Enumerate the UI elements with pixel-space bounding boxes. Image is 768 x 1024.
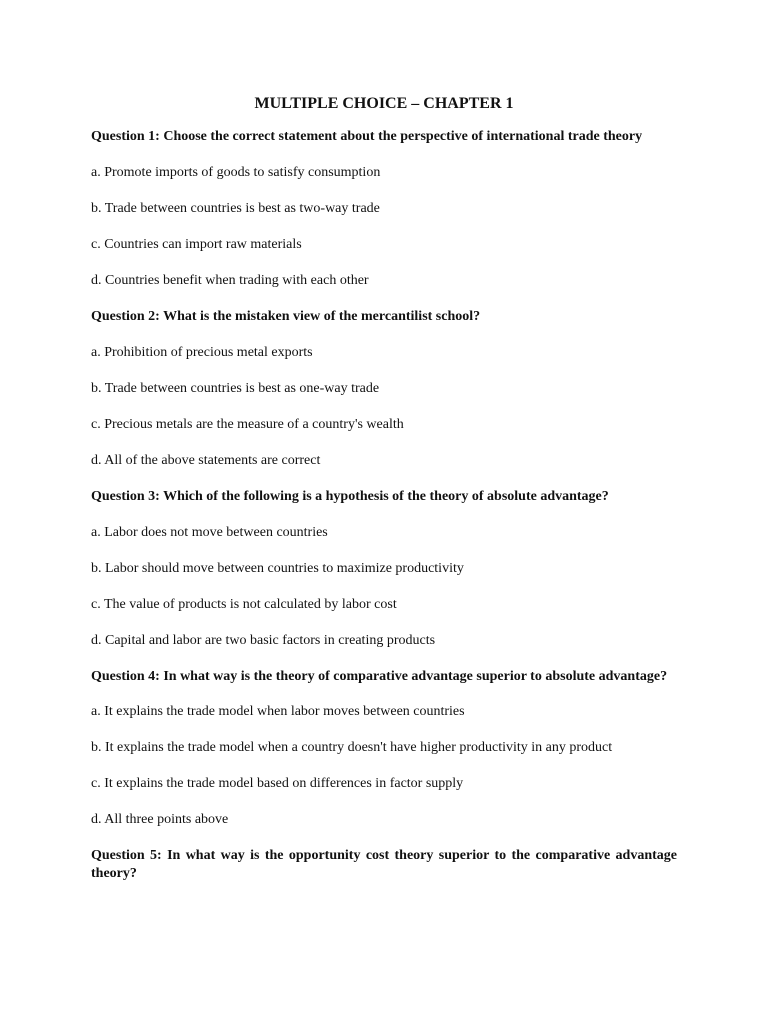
question-4-option-a: a. It explains the trade model when labor moves between countries	[91, 704, 465, 719]
question-2-option-c: c. Precious metals are the measure of a country's wealth	[91, 417, 404, 432]
question-block-5	[91, 847, 677, 883]
question-block-3	[91, 488, 677, 650]
question-4-option-c: c. It explains the trade model based on differences in factor supply	[91, 776, 464, 791]
question-1-option-a: a. Promote imports of goods to satisfy consumption	[91, 165, 381, 180]
question-4-option-b: b. It explains the trade model when a country doesn't have higher productivity in any product	[91, 740, 613, 755]
document-title: MULTIPLE CHOICE – CHAPTER 1	[254, 95, 514, 112]
question-block-2	[91, 308, 677, 470]
question-3-text: Question 3: Which of the following is a hypothesis of the theory of absolute advantage?	[91, 489, 609, 504]
question-block-1	[91, 128, 677, 290]
document-page	[91, 94, 677, 900]
question-3-option-a: a. Labor does not move between countries	[91, 525, 328, 540]
question-1-option-c: c. Countries can import raw materials	[91, 237, 302, 252]
question-block-4	[91, 668, 677, 829]
question-2-option-a: a. Prohibition of precious metal exports	[91, 345, 313, 360]
question-3-option-b: b. Labor should move between countries to maximize productivity	[91, 561, 464, 576]
question-3-option-c: c. The value of products is not calculated by labor cost	[91, 597, 397, 612]
question-1-option-d: d. Countries benefit when trading with each other	[91, 273, 369, 288]
question-2-text: Question 2: What is the mistaken view of the mercantilist school?	[91, 309, 481, 324]
question-1-text: Question 1: Choose the correct statement about the perspective of international trade theory	[91, 129, 643, 144]
question-2-option-d: d. All of the above statements are correct	[91, 453, 321, 468]
question-4-text: Question 4: In what way is the theory of comparative advantage superior to absolute advantage?	[91, 669, 668, 684]
question-2-option-b: b. Trade between countries is best as one-way trade	[91, 381, 380, 396]
question-4-option-d: d. All three points above	[91, 812, 229, 827]
question-1-option-b: b. Trade between countries is best as two-way trade	[91, 201, 380, 216]
question-3-option-d: d. Capital and labor are two basic factors in creating products	[91, 633, 436, 648]
question-5-text: Question 5: In what way is the opportunity cost theory superior to the comparative advantage theory?	[91, 848, 677, 881]
